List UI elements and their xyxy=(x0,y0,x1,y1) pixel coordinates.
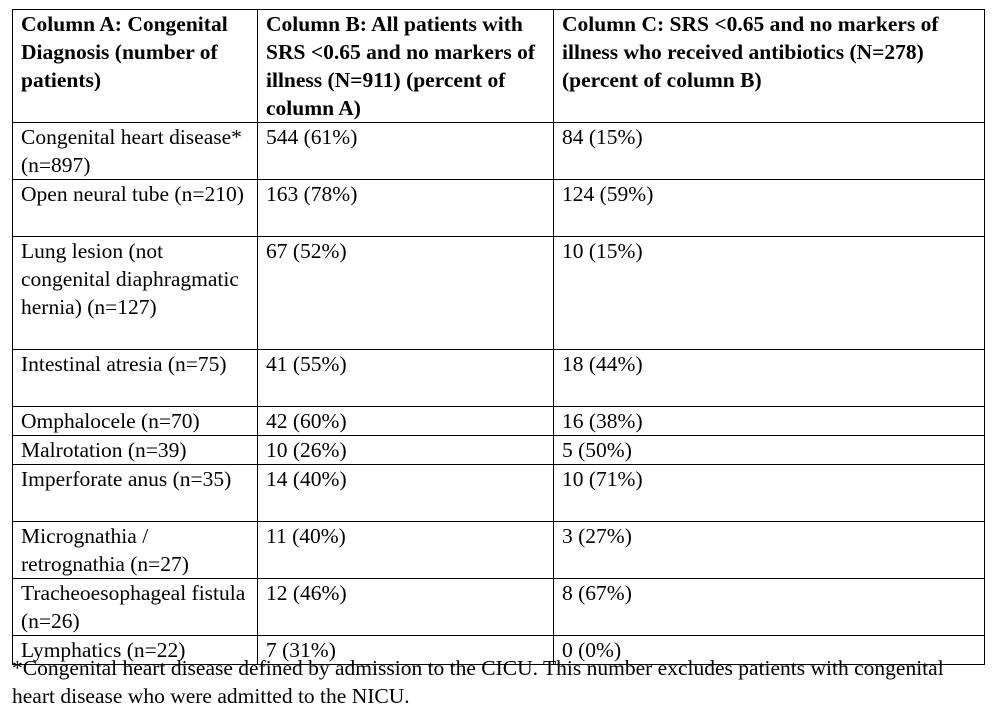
column-c-cell: 84 (15%) xyxy=(554,123,985,180)
table-row xyxy=(13,465,985,522)
column-c-cell: 0 (0%) xyxy=(554,636,985,665)
table-row xyxy=(13,407,985,436)
table-row xyxy=(13,579,985,636)
diagnosis-cell: Tracheoesophageal fistula (n=26) xyxy=(13,579,258,636)
table-row xyxy=(13,123,985,180)
column-b-cell: 41 (55%) xyxy=(258,350,554,407)
column-b-cell: 163 (78%) xyxy=(258,180,554,237)
column-b-header: Column B: All patients with SRS <0.65 and no markers of illness (N=911) (percent of column A) xyxy=(258,10,554,123)
diagnosis-cell: Imperforate anus (n=35) xyxy=(13,465,258,522)
table-row xyxy=(13,522,985,579)
column-b-cell: 7 (31%) xyxy=(258,636,554,665)
congenital-diagnosis-table xyxy=(12,9,985,665)
column-c-cell: 8 (67%) xyxy=(554,579,985,636)
column-c-cell: 10 (15%) xyxy=(554,237,985,350)
column-c-header: Column C: SRS <0.65 and no markers of illness who received antibiotics (N=278) (percent of column B) xyxy=(554,10,985,123)
table-row xyxy=(13,237,985,350)
table-footnote: *Congenital heart disease defined by admission to the CICU. This number excludes patients with congenital heart disease who were admitted to the NICU. xyxy=(12,656,944,708)
diagnosis-cell: Malrotation (n=39) xyxy=(13,436,258,465)
column-c-cell: 18 (44%) xyxy=(554,350,985,407)
diagnosis-cell: Lymphatics (n=22) xyxy=(13,636,258,665)
column-c-cell: 3 (27%) xyxy=(554,522,985,579)
table-row xyxy=(13,350,985,407)
column-c-cell: 5 (50%) xyxy=(554,436,985,465)
column-b-cell: 14 (40%) xyxy=(258,465,554,522)
column-b-cell: 67 (52%) xyxy=(258,237,554,350)
diagnosis-cell: Open neural tube (n=210) xyxy=(13,180,258,237)
diagnosis-cell: Intestinal atresia (n=75) xyxy=(13,350,258,407)
column-b-cell: 42 (60%) xyxy=(258,407,554,436)
table-row xyxy=(13,180,985,237)
column-b-cell: 12 (46%) xyxy=(258,579,554,636)
column-c-cell: 10 (71%) xyxy=(554,465,985,522)
diagnosis-cell: Lung lesion (not congenital diaphragmatic hernia) (n=127) xyxy=(13,237,258,350)
table-header-row xyxy=(13,10,985,123)
column-c-cell: 16 (38%) xyxy=(554,407,985,436)
column-a-header: Column A: Congenital Diagnosis (number of patients) xyxy=(13,10,258,123)
column-b-cell: 11 (40%) xyxy=(258,522,554,579)
diagnosis-cell: Congenital heart disease* (n=897) xyxy=(13,123,258,180)
column-b-cell: 544 (61%) xyxy=(258,123,554,180)
table-row xyxy=(13,436,985,465)
diagnosis-cell: Micrognathia / retrognathia (n=27) xyxy=(13,522,258,579)
diagnosis-cell: Omphalocele (n=70) xyxy=(13,407,258,436)
column-b-cell: 10 (26%) xyxy=(258,436,554,465)
column-c-cell: 124 (59%) xyxy=(554,180,985,237)
